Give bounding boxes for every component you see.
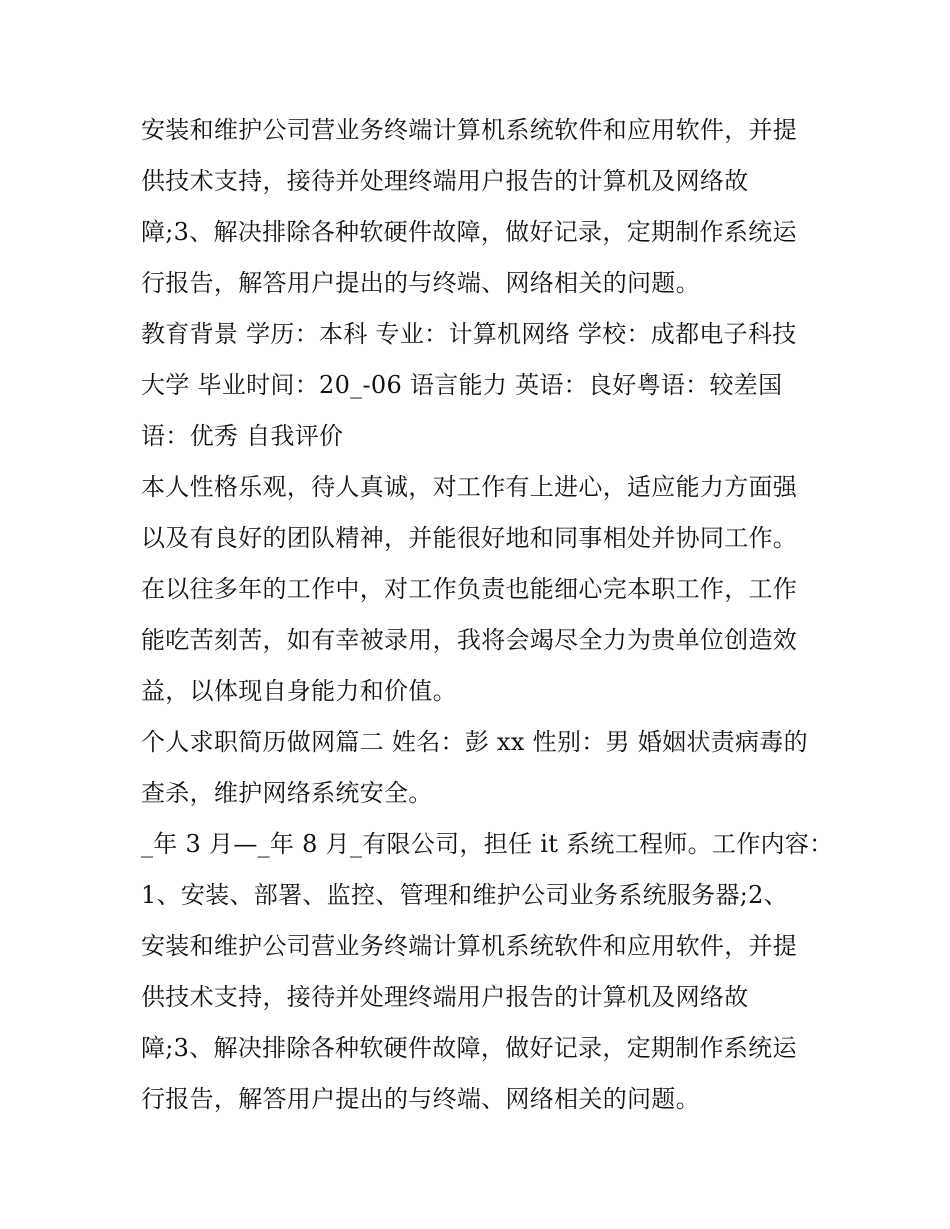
text-line: 安装和维护公司营业务终端计算机系统软件和应用软件，并提: [141, 932, 798, 960]
text-line: 障;3、解决排除各种软硬件故障，做好记录，定期制作系统运: [141, 1034, 797, 1062]
text-line: 安装和维护公司营业务终端计算机系统软件和应用软件，并提: [141, 116, 798, 144]
text-line: 行报告，解答用户提出的与终端、网络相关的问题。: [141, 1085, 700, 1113]
text-line: 能吃苦刻苦，如有幸被录用，我将会竭尽全力为贵单位创造效: [141, 626, 798, 654]
text-line: 本人性格乐观，待人真诚，对工作有上进心，适应能力方面强: [141, 473, 798, 501]
text-line: 供技术支持，接待并处理终端用户报告的计算机及网络故: [141, 983, 749, 1011]
text-line: 障;3、解决排除各种软硬件故障，做好记录，定期制作系统运: [141, 218, 797, 246]
text-line: 益，以体现自身能力和价值。: [141, 677, 457, 705]
text-line: 大学 毕业时间：20_-06 语言能力 英语：良好粤语：较差国: [141, 371, 783, 399]
text-line: _年 3 月—_年 8 月_有限公司，担任 it 系统工程师。工作内容：: [141, 830, 834, 858]
text-line: 语：优秀 自我评价: [141, 422, 344, 450]
text-line: 以及有良好的团队精神，并能很好地和同事相处并协同工作。: [141, 524, 798, 552]
text-line: 查杀，维护网络系统安全。: [141, 779, 433, 807]
text-line: 个人求职简历做网篇二 姓名：彭 xx 性别：男 婚姻状责病毒的: [141, 728, 808, 756]
text-line: 1、安装、部署、监控、管理和维护公司业务系统服务器;2、: [141, 881, 789, 909]
document-body: [141, 105, 834, 1125]
text-line: 在以往多年的工作中，对工作负责也能细心完本职工作，工作: [141, 575, 798, 603]
text-line: 供技术支持，接待并处理终端用户报告的计算机及网络故: [141, 167, 749, 195]
text-line: 行报告，解答用户提出的与终端、网络相关的问题。: [141, 269, 700, 297]
text-line: 教育背景 学历：本科 专业：计算机网络 学校：成都电子科技: [141, 320, 797, 348]
